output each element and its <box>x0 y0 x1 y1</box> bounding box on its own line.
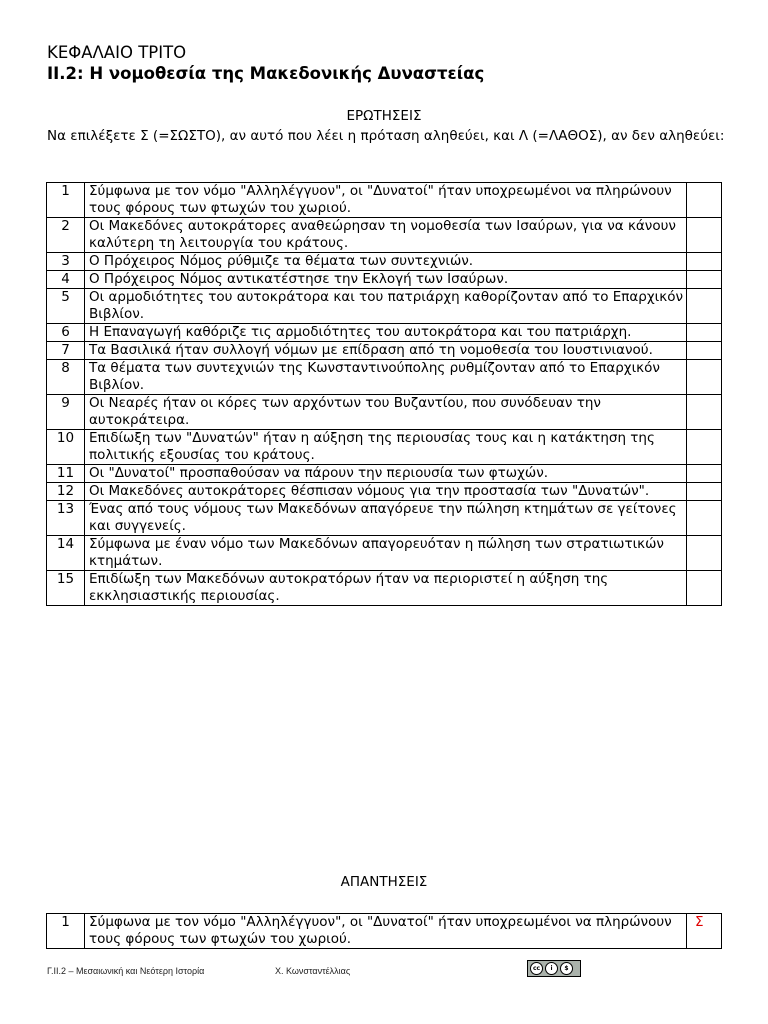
creative-commons-license-icon <box>527 960 581 977</box>
answer-cell[interactable] <box>687 218 722 253</box>
answer-cell[interactable] <box>687 465 722 483</box>
question-number: 9 <box>47 395 85 430</box>
table-row <box>47 395 722 430</box>
table-row <box>47 430 722 465</box>
table-row <box>47 360 722 395</box>
question-text: Τα Βασιλικά ήταν συλλογή νόμων με επίδραση από τη νομοθεσία του Ιουστινιανού. <box>85 342 687 360</box>
answer-cell[interactable] <box>687 536 722 571</box>
footer-course: Γ.ΙΙ.2 – Μεσαιωνική και Νεότερη Ιστορία <box>47 966 205 976</box>
answer-cell[interactable] <box>687 360 722 395</box>
question-text: Οι Νεαρές ήταν οι κόρες των αρχόντων του Βυζαντίου, που συνόδευαν την αυτοκράτειρα. <box>85 395 687 430</box>
table-row <box>47 536 722 571</box>
non-commercial-icon: $ <box>560 962 573 975</box>
question-number: 2 <box>47 218 85 253</box>
question-number: 11 <box>47 465 85 483</box>
answer-cell[interactable] <box>687 342 722 360</box>
question-number: 13 <box>47 501 85 536</box>
table-row <box>47 218 722 253</box>
answer-cell[interactable] <box>687 483 722 501</box>
attribution-icon: i <box>545 962 558 975</box>
question-number: 15 <box>47 571 85 606</box>
question-text: Σύμφωνα με τον νόμο "Αλληλέγγυον", οι "Δυνατοί" ήταν υποχρεωμένοι να πληρώνουν τους φόρους των φτωχών του χωριού. <box>85 183 687 218</box>
table-row <box>47 914 722 949</box>
footer-author: Χ. Κωνσταντέλλιας <box>275 966 351 976</box>
question-text: Σύμφωνα με έναν νόμο των Μακεδόνων απαγορευόταν η πώληση των στρατιωτικών κτημάτων. <box>85 536 687 571</box>
question-text: Οι αρμοδιότητες του αυτοκράτορα και του πατριάρχη καθορίζονταν από το Επαρχικόν Βιβλίον. <box>85 289 687 324</box>
answer-cell[interactable] <box>687 324 722 342</box>
answers-table <box>46 913 722 949</box>
answer-cell[interactable] <box>687 430 722 465</box>
question-number: 5 <box>47 289 85 324</box>
answer-cell[interactable] <box>687 571 722 606</box>
answer-cell[interactable] <box>687 501 722 536</box>
question-text: Ένας από τους νόμους των Μακεδόνων απαγόρευε την πώληση κτημάτων σε γείτονες και συγγενείς. <box>85 501 687 536</box>
table-row <box>47 289 722 324</box>
table-row <box>47 571 722 606</box>
question-text: Ο Πρόχειρος Νόμος αντικατέστησε την Εκλογή των Ισαύρων. <box>85 271 687 289</box>
question-text: Οι Μακεδόνες αυτοκράτορες αναθεώρησαν τη νομοθεσία των Ισαύρων, για να κάνουν καλύτερη τη λειτουργία του κράτους. <box>85 218 687 253</box>
table-row <box>47 465 722 483</box>
question-number: 1 <box>47 183 85 218</box>
questions-heading: ΕΡΩΤΗΣΕΙΣ <box>346 108 422 124</box>
answer-cell[interactable]: Σ <box>687 914 722 949</box>
question-number: 7 <box>47 342 85 360</box>
chapter-label: ΚΕΦΑΛΑΙΟ ΤΡΙΤΟ <box>47 43 187 62</box>
question-text: Ο Πρόχειρος Νόμος ρύθμιζε τα θέματα των συντεχνιών. <box>85 253 687 271</box>
question-number: 12 <box>47 483 85 501</box>
question-number: 3 <box>47 253 85 271</box>
question-number: 8 <box>47 360 85 395</box>
answer-cell[interactable] <box>687 253 722 271</box>
answer-cell[interactable] <box>687 289 722 324</box>
page-title: ΙΙ.2: Η νομοθεσία της Μακεδονικής Δυναστείας <box>47 64 485 83</box>
table-row <box>47 501 722 536</box>
table-row <box>47 324 722 342</box>
table-row <box>47 271 722 289</box>
answer-cell[interactable] <box>687 271 722 289</box>
table-row <box>47 483 722 501</box>
answer-cell[interactable] <box>687 395 722 430</box>
table-row <box>47 183 722 218</box>
questions-table <box>46 182 722 606</box>
page-header <box>47 43 484 85</box>
question-number: 1 <box>47 914 85 949</box>
question-number: 4 <box>47 271 85 289</box>
answer-cell[interactable] <box>687 183 722 218</box>
question-text: Σύμφωνα με τον νόμο "Αλληλέγγυον", οι "Δυνατοί" ήταν υποχρεωμένοι να πληρώνουν τους φόρους των φτωχών του χωριού. <box>85 914 687 949</box>
question-text: Οι Μακεδόνες αυτοκράτορες θέσπισαν νόμους για την προστασία των "Δυνατών". <box>85 483 687 501</box>
question-text: Τα θέματα των συντεχνιών της Κωνσταντινούπολης ρυθμίζονταν από το Επαρχικόν Βιβλίον. <box>85 360 687 395</box>
table-row <box>47 342 722 360</box>
table-row <box>47 253 722 271</box>
question-number: 10 <box>47 430 85 465</box>
question-number: 6 <box>47 324 85 342</box>
cc-icon: cc <box>530 962 543 975</box>
question-text: Επιδίωξη των Μακεδόνων αυτοκρατόρων ήταν να περιοριστεί η αύξηση της εκκλησιαστικής περιουσίας. <box>85 571 687 606</box>
question-text: Η Επαναγωγή καθόριζε τις αρμοδιότητες του αυτοκράτορα και του πατριάρχη. <box>85 324 687 342</box>
question-number: 14 <box>47 536 85 571</box>
question-text: Οι "Δυνατοί" προσπαθούσαν να πάρουν την περιουσία των φτωχών. <box>85 465 687 483</box>
answers-heading: ΑΠΑΝΤΗΣΕΙΣ <box>340 874 428 890</box>
question-text: Επιδίωξη των "Δυνατών" ήταν η αύξηση της περιουσίας τους και η κατάκτηση της πολιτικής εξουσίας του κράτους. <box>85 430 687 465</box>
instructions-text: Να επιλέξετε Σ (=ΣΩΣΤΟ), αν αυτό που λέει η πρόταση αληθεύει, και Λ (=ΛΑΘΟΣ), αν δεν αληθεύει: <box>47 128 725 144</box>
